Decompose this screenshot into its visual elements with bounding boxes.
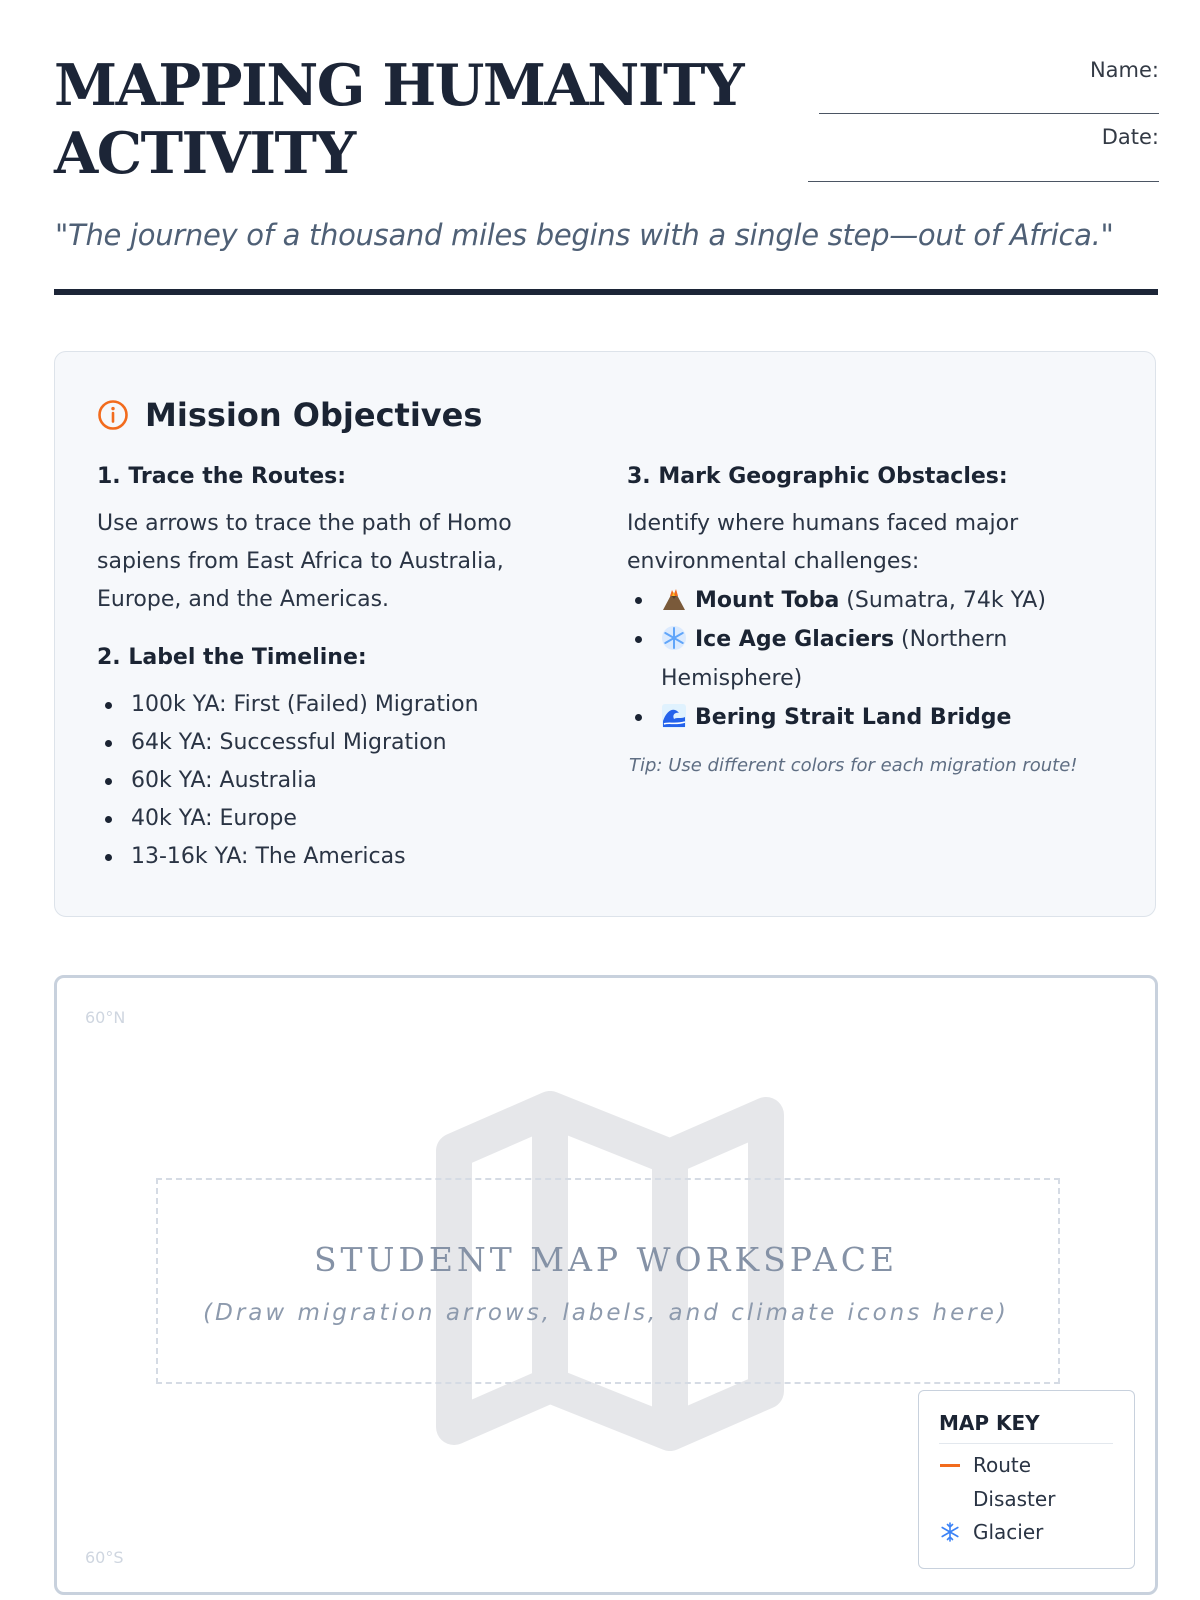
key-item-route (939, 1453, 1031, 1477)
wave-icon (661, 703, 687, 729)
workspace-title: STUDENT MAP WORKSPACE (313, 1240, 899, 1279)
objectives-left-column (97, 464, 587, 876)
date-field[interactable] (808, 181, 1159, 182)
name-label: Name: (1089, 58, 1159, 82)
header-divider (54, 289, 1158, 295)
latitude-north-label: 60°N (85, 1008, 126, 1027)
map-key-title: MAP KEY (939, 1411, 1113, 1444)
objective-3-text: Identify where humans faced major environmental challenges: (627, 511, 1019, 574)
date-label: Date: (1101, 125, 1159, 149)
volcano-icon (661, 586, 687, 612)
title-line-1: MAPPING HUMANITY (54, 52, 744, 119)
timeline-item: 13-16k YA: The Americas (97, 838, 587, 876)
obstacles-list (627, 581, 1127, 737)
info-icon (97, 399, 129, 431)
page-title (54, 52, 743, 188)
key-item-glacier (939, 1520, 1043, 1544)
timeline-item: 100k YA: First (Failed) Migration (97, 686, 587, 724)
objectives-right-column (627, 464, 1127, 776)
obstacle-name: Bering Strait Land Bridge (695, 705, 1012, 730)
mission-objectives-panel (54, 351, 1156, 917)
tip-text: Tip: Use different colors for each migration route! (629, 755, 1078, 776)
obstacle-detail: (Northern Hemisphere) (661, 627, 1008, 691)
obstacle-item (627, 698, 1127, 737)
mission-header (97, 396, 482, 434)
objective-1-text: Use arrows to trace the path of Homo sapiens from East Africa to Australia, Europe, and the Americas. (97, 511, 512, 612)
obstacle-detail: (Sumatra, 74k YA) (839, 588, 1046, 613)
timeline-item: 60k YA: Australia (97, 762, 587, 800)
timeline-item: 64k YA: Successful Migration (97, 724, 587, 762)
map-workspace[interactable] (54, 975, 1158, 1595)
workspace-subtitle: (Draw migration arrows, labels, and climate icons here) (203, 1300, 1009, 1326)
snowflake-icon (661, 625, 687, 651)
key-label: Route (973, 1453, 1032, 1477)
obstacle-name: Mount Toba (695, 588, 840, 613)
mission-title: Mission Objectives (145, 396, 483, 434)
obstacle-name: Ice Age Glaciers (695, 627, 895, 652)
drawing-area[interactable] (156, 1178, 1060, 1384)
disaster-icon (939, 1488, 961, 1510)
map-key (918, 1390, 1135, 1569)
title-line-2: ACTIVITY (54, 120, 355, 187)
key-item-disaster (939, 1487, 1055, 1511)
objective-1-heading: 1. Trace the Routes: (97, 464, 347, 489)
route-line-icon (939, 1454, 961, 1476)
objective-2-heading: 2. Label the Timeline: (97, 645, 367, 670)
timeline-list (97, 686, 587, 876)
key-label: Glacier (973, 1520, 1044, 1544)
obstacle-item (627, 581, 1127, 620)
key-label: Disaster (973, 1487, 1056, 1511)
timeline-item: 40k YA: Europe (97, 800, 587, 838)
latitude-south-label: 60°S (85, 1548, 124, 1567)
objective-3-heading: 3. Mark Geographic Obstacles: (627, 464, 1008, 489)
snowflake-icon (939, 1521, 961, 1543)
obstacle-item (627, 620, 1127, 698)
quote: "The journey of a thousand miles begins with a single step—out of Africa." (55, 218, 1114, 252)
name-field[interactable] (819, 113, 1159, 114)
